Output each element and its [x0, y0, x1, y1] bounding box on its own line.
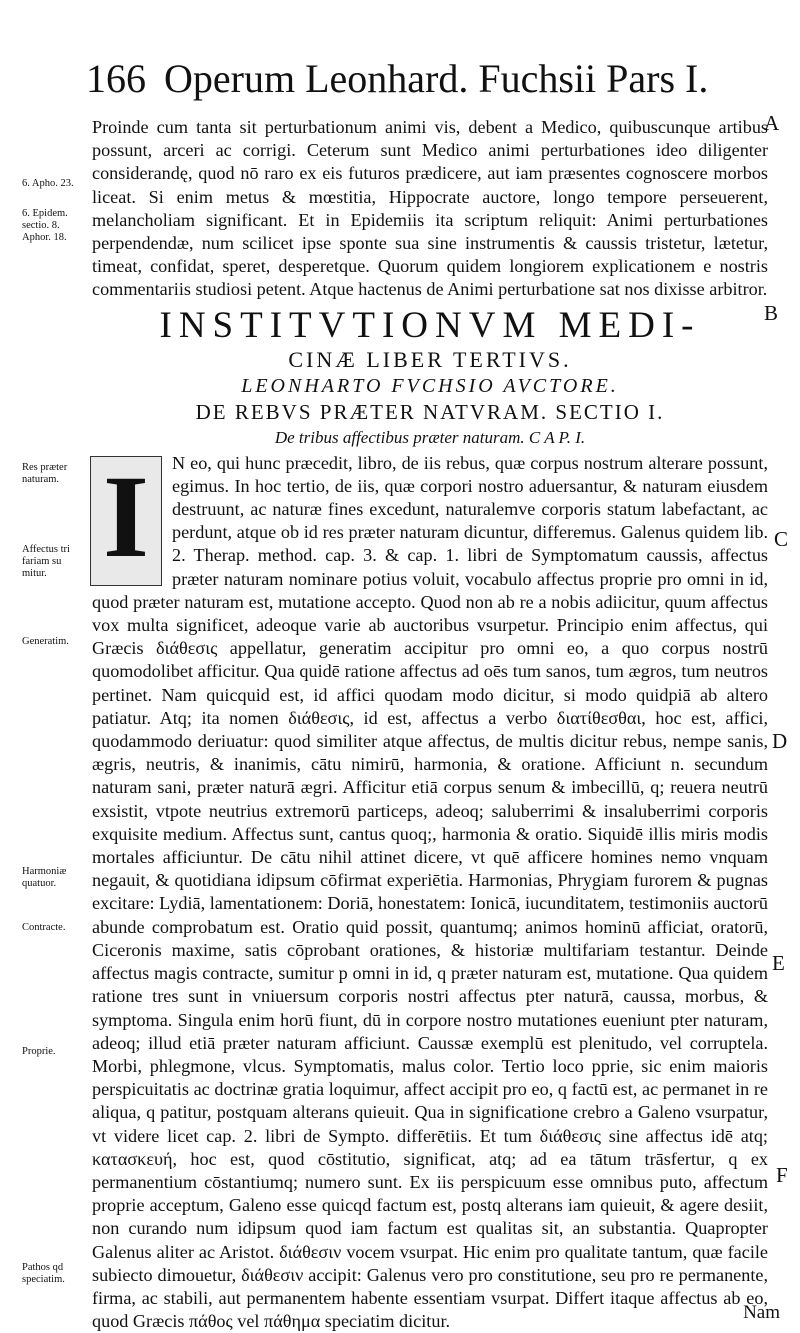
margin-note-harmoniae: Harmoniæ quatuor.	[22, 866, 67, 889]
title-line-2: CINÆ LIBER TERTIVS.	[288, 346, 572, 372]
margin-note-epidem: 6. Epidem. sectio. 8. Aphor. 18.	[22, 208, 68, 243]
margin-note-aphor: 6. Apho. 23.	[22, 178, 74, 189]
margin-note-proprie: Proprie.	[22, 1046, 56, 1057]
decorated-initial	[90, 450, 162, 586]
section-mark-f: F	[776, 1163, 788, 1187]
main-paragraph	[92, 452, 768, 1333]
margin-note-res-praeter: Res præter naturam.	[22, 462, 68, 485]
section-heading: DE REBVS PRÆTER NATVRAM. SECTIO I.	[195, 399, 665, 424]
section-mark-e: E	[772, 951, 785, 975]
section-mark-c: C	[774, 527, 789, 551]
title-line-1: INSTITVTIONVM MEDI-	[159, 304, 701, 346]
intro-paragraph: Proinde cum tanta sit perturbationum animi vis, debent a Medico, quibuscunque artibus possunt, arceri ac corrigi. Ceterum sunt Medico animi perturbationes ideo diligenter considerandę, quod nō raro ex eis futuros prædicere, aut iam præsentes cognoscere morbos liceat. Si enim metus & mœstitia, Hippocrate auctore, longo tempore perseuerent, melancholiam significant. Et in Epidemiis ita scriptum reliquit: Animi perturbationes perpendendæ, num scilicet ipse sponte sua sine instrumentis & caussis tristetur, lætetur, timeat, confidat, speret, desperetque. Quorum quidem longiorem explicationem e nostris commentariis studiosi petent. Atque hactenus de Animi perturbatione sat nos dixisse arbitror.	[92, 117, 768, 300]
running-title: Operum Leonhard. Fuchsii Pars I.	[164, 56, 709, 101]
chapter-heading: De tribus affectibus præter naturam. C A P. I.	[274, 427, 586, 447]
margin-note-affectus: Affectus tri fariam su mitur.	[22, 544, 70, 579]
catchword: Nam	[743, 1302, 780, 1323]
author-line: LEONHARTO FVCHSIO AVCTORE.	[241, 374, 619, 397]
margin-note-contracte: Contracte.	[22, 922, 66, 933]
section-mark-a: A	[764, 111, 780, 135]
margin-note-generatim: Generatim.	[22, 636, 69, 647]
section-mark-d: D	[772, 729, 788, 753]
section-mark-b: B	[764, 301, 779, 325]
initial-letter: I	[103, 450, 149, 582]
book-title-block	[92, 306, 768, 450]
page-header	[86, 56, 726, 102]
main-text: N eo, qui hunc præcedit, libro, de iis rebus, quæ corpus nostrum alterare possunt, egimus. In hoc tertio, de iis, quæ corpori nostro aduersantur, & naturam eiusdem destruunt, ac naturæ fines excedunt, naturalemve corporis statum labefactant, ac perdunt, atque ob id res præter naturam dicuntur, differemus. Galenus quidem lib. 2. Therap. method. cap. 3. & cap. 1. libri de Symptomatum caussis, affectus præter naturam nominare potius voluit, vocabulo affectus proprie pro omni in id, quod præter naturam est, mutatione accepto. Quod non ab re a nobis adiicitur, quum affectus vox multa significet, adeoque varie ab auctoribus vsurpetur. Principio enim affectus, qui Græcis διάθεσις appellatur, generatim accipitur pro omni eo, a quo corpus nostrū quomodolibet afficitur. Qua quidē ratione affectus ad oēs tum sanos, tum ægros, tum neutros pertinet. Nam quicquid est, id affici quodam modo dicitur, si modo quidpiā ab altero patiatur. Atq; ita nomen διάθεσις, id est, affectus a verbo διατίθεσθαι, hoc est, affici, quodammodo deriuatur: quod similiter atque affectus, de multis dicitur rebus, nempe sanis, ægris, neutris, & inanimis, cātu nimirū, harmonia, & oratione. Afficiunt n. secundum naturam sani, præter naturā ægri. Afficitur etiā corpus senum & imbecillū, q; reuera neutrū exsistit, vtpote neutrius extremorū particeps, adeoq; saluberrimi & insaluberrimi corporis exquisite medium. Affectus sunt, cantus quoq;, harmonia & oratio. Siquidē illis miris modis mortales afficiuntur. De cātu nihil attinet dicere, vt quē afficere homines nemo vnquam negauit, & quotidiana idipsum cōfirmat experiētia. Harmonias, Phrygiam furorem & pugnas excitare: Lydiā, lamentationem: Doriā, honestatem: Ionicā, iucunditatem, testimoniis auctorū abunde comprobatum est. Oratio quid possit, quantumq; animos hominū afficiat, oratorū, Ciceronis maxime, satis cōprobant orationes, & historiæ multifariam testantur. Deinde affectus magis contracte, sumitur p omni in id, q præter naturam est, mutatione. Qua quidem ratione tres sunt in vniuersum corporis nostri affectus pter naturā, caussa, morbus, & symptoma. Singula enim horū fiunt, dū in corpore nostro mutationes eueniunt pter naturam, adeoq; illud etiā præter naturam afficiunt. Caussæ exemplū est plenitudo, vel corruptela. Morbi, phlegmone, vlcus. Symptomatis, malus color. Tertio loco pprie, sic enim maioris perspicuitatis ac doctrinæ gratia loquimur, affect accipit pro eo, q factū est, ac permanet in re aliqua, q patitur, postquam alterans quieuit. Qua in significatione crebro a Galeno vsurpatur, vt videre licet cap. 2. libri de Sympto. differētiis. Et tum διάθεσις sine affectus idē atq; κατασκευή, hoc est, quod cōstitutio, significat, atq; ad ea tātum trāsfertur, q ex permanentium cōstantiumq; numero sunt. Ex iis perspicuum esse omnibus puto, affectum proprie acceptum, Galeno esse quicqd factum est, postq alterans iam quieuit, & agere desiit, non curando num idipsum quod iam factum est qualitas sit, an substantia. Quapropter Galenus aliter ac Aristot. διάθεσιν vocem vsurpat. Hic enim pro qualitate tantum, quæ facile subiecto dimouetur, διάθεσιν accipit: Galenus vero pro constitutione, seu pro re permanente, firma, ac stabili, aut permanentem habente essentiam vsurpat. Differt itaque affectus ab eo, quod Græcis πάθος vel πάθημα speciatim dicitur.	[92, 452, 768, 1332]
page-number: 166	[86, 56, 146, 101]
margin-note-pathos: Pathos qd speciatim.	[22, 1262, 65, 1285]
text-block	[92, 116, 768, 1333]
